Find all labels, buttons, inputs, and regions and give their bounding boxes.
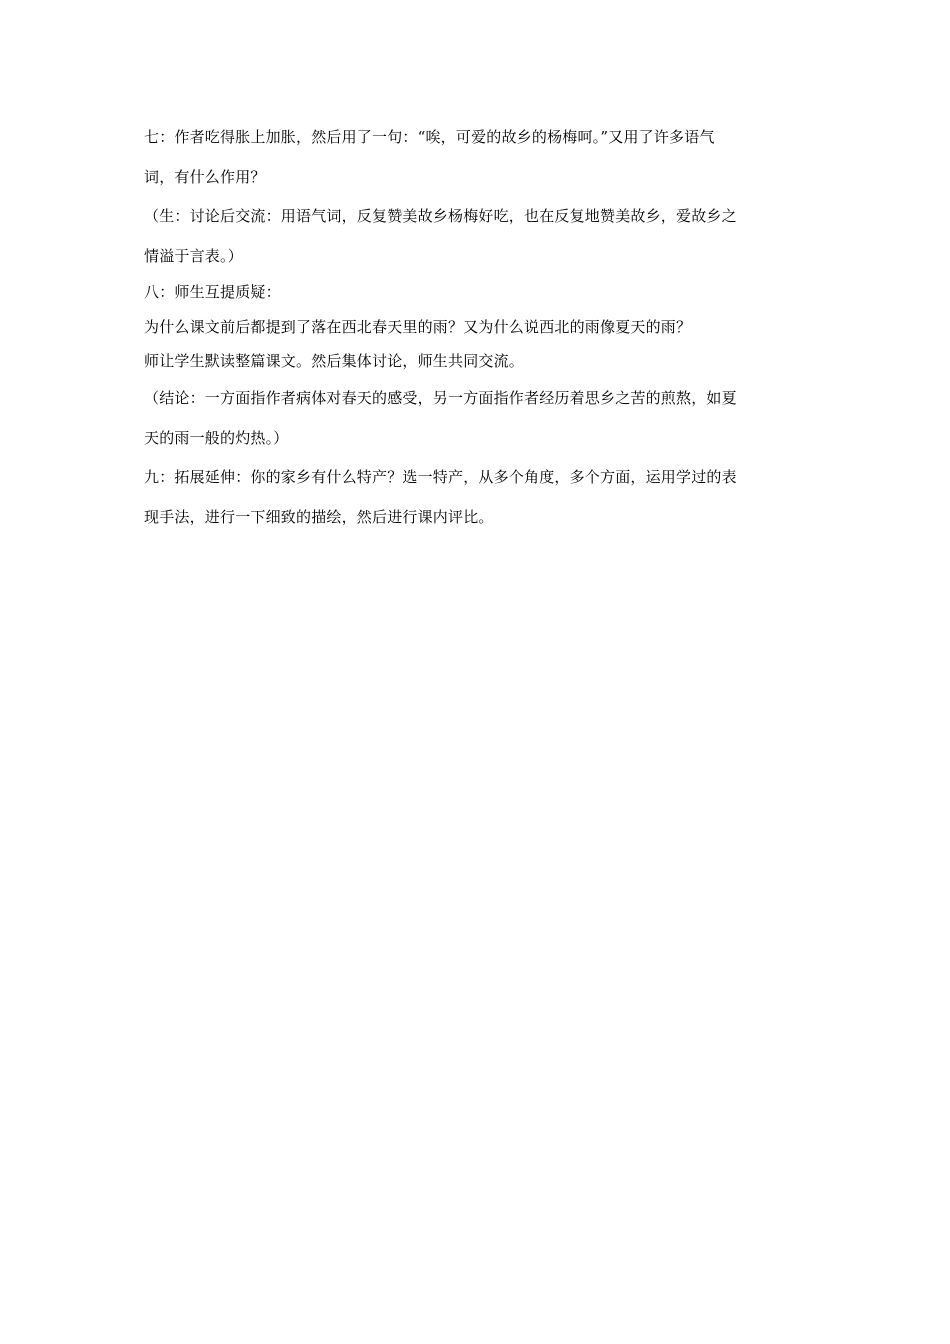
section-nine-line-1: 九：拓展延伸：你的家乡有什么特产？选一特产，从多个角度，多个方面，运用学过的表 xyxy=(144,468,737,486)
section-eight-question: 为什么课文前后都提到了落在西北春天里的雨？又为什么说西北的雨像夏天的雨？ xyxy=(144,318,692,336)
section-eight-instruction: 师让学生默读整篇课文。然后集体讨论，师生共同交流。 xyxy=(144,352,525,370)
conclusion-line-1: （结论：一方面指作者病体对春天的感受，另一方面指作者经历着思乡之苦的煎熬，如夏 xyxy=(144,389,737,407)
answer-seven-line-1: （生：讨论后交流：用语气词，反复赞美故乡杨梅好吃，也在反复地赞美故乡，爱故乡之 xyxy=(144,207,737,225)
question-seven-line-1: 七：作者吃得胀上加胀，然后用了一句：“唉，可爱的故乡的杨梅呵。”又用了许多语气 xyxy=(144,128,715,146)
conclusion-line-2: 天的雨一般的灼热。） xyxy=(144,429,289,447)
answer-seven-line-2: 情溢于言表。） xyxy=(144,247,243,265)
section-nine-line-2: 现手法，进行一下细致的描绘，然后进行课内评比。 xyxy=(144,508,494,526)
section-eight-heading: 八：师生互提质疑： xyxy=(144,283,281,301)
question-seven-line-2: 词，有什么作用？ xyxy=(144,168,266,186)
